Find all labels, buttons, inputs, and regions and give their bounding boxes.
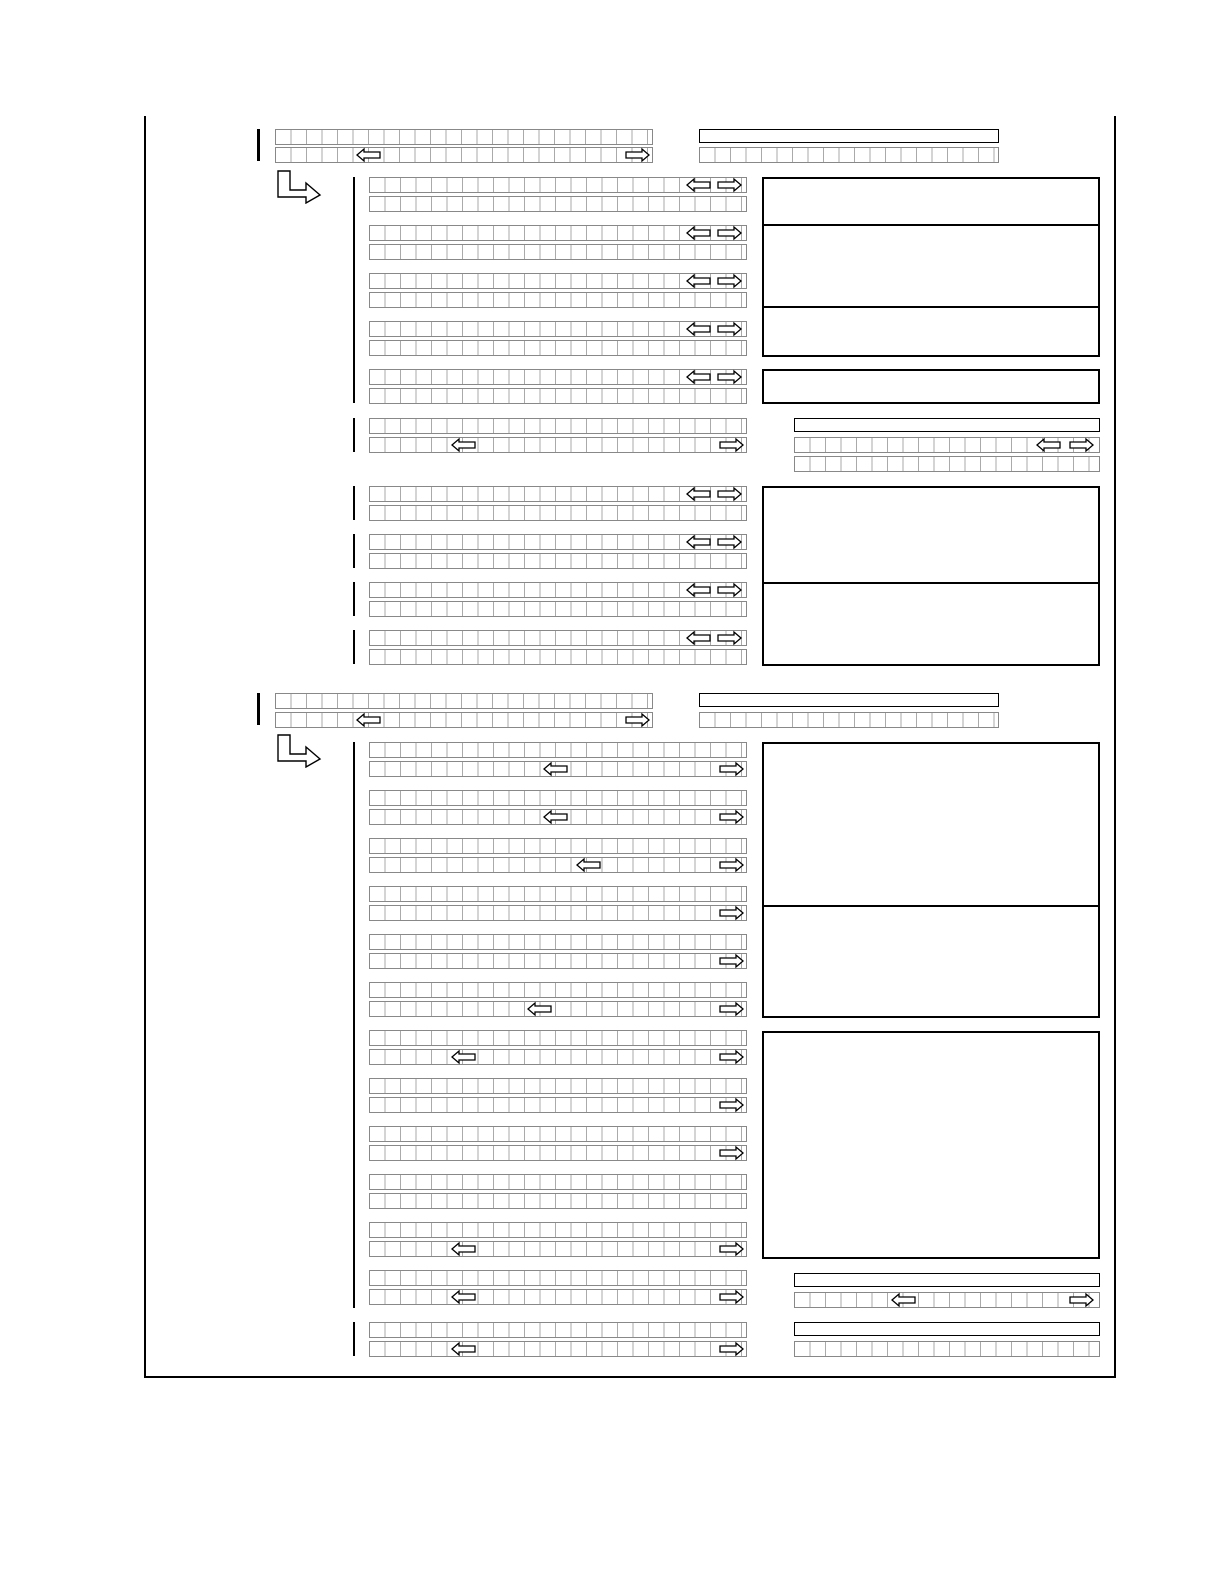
section-marker (353, 177, 355, 403)
section-marker (353, 486, 355, 520)
right-arrow-icon[interactable] (718, 905, 744, 921)
mid-field-a[interactable] (369, 418, 747, 434)
section2-field-8b[interactable] (369, 1097, 747, 1113)
notes-box-4 (762, 742, 1100, 1018)
right-arrow-icon[interactable] (718, 437, 744, 453)
right-arrow-icon[interactable] (716, 486, 742, 502)
section-marker (353, 582, 355, 616)
section2-field-6b[interactable] (369, 1001, 747, 1017)
header-field-1[interactable] (275, 129, 653, 145)
box-divider (762, 905, 1100, 907)
header2-field-2[interactable] (275, 712, 653, 728)
section-marker (257, 129, 260, 161)
left-arrow-icon[interactable] (686, 321, 712, 337)
header2-field-1[interactable] (275, 693, 653, 709)
right-arrow-icon[interactable] (718, 1001, 744, 1017)
left-arrow-icon[interactable] (527, 1001, 553, 1017)
box-divider (762, 306, 1100, 308)
section2-field-6a[interactable] (369, 982, 747, 998)
right-arrow-icon[interactable] (718, 1097, 744, 1113)
section2-field-11b[interactable] (369, 1241, 747, 1257)
left-arrow-icon[interactable] (451, 1049, 477, 1065)
block-c-field-1b[interactable] (369, 505, 747, 521)
right-arrow-icon[interactable] (716, 582, 742, 598)
elbow-arrow-icon (276, 170, 322, 204)
section2-field-4a[interactable] (369, 886, 747, 902)
block-c-field-2b[interactable] (369, 553, 747, 569)
left-arrow-icon[interactable] (686, 177, 712, 193)
right-arrow-icon[interactable] (718, 953, 744, 969)
left-arrow-icon[interactable] (686, 534, 712, 550)
block-c-field-4b[interactable] (369, 649, 747, 665)
right-arrow-icon[interactable] (718, 1241, 744, 1257)
left-arrow-icon[interactable] (451, 1289, 477, 1305)
section2-field-5b[interactable] (369, 953, 747, 969)
section2-field-1a[interactable] (369, 742, 747, 758)
right-arrow-icon[interactable] (716, 534, 742, 550)
last-field-b[interactable] (369, 1341, 747, 1357)
header2-solid-field[interactable] (699, 693, 999, 707)
elbow-arrow-icon (276, 734, 322, 768)
section2-field-3a[interactable] (369, 838, 747, 854)
left-arrow-icon[interactable] (686, 486, 712, 502)
right-arrow-icon[interactable] (718, 1145, 744, 1161)
row-field-3b[interactable] (369, 292, 747, 308)
left-arrow-icon[interactable] (576, 857, 602, 873)
header-solid-field[interactable] (699, 129, 999, 143)
right-arrow-icon[interactable] (718, 1341, 744, 1357)
section-marker (257, 693, 260, 725)
left-arrow-icon[interactable] (451, 1341, 477, 1357)
section2-field-7b[interactable] (369, 1049, 747, 1065)
section2-field-10a[interactable] (369, 1174, 747, 1190)
section2-field-10b[interactable] (369, 1193, 747, 1209)
right-arrow-icon[interactable] (1068, 437, 1094, 453)
notes-box-2 (762, 369, 1100, 404)
section-marker (353, 1322, 355, 1356)
right-arrow-icon[interactable] (718, 1049, 744, 1065)
mid-field-d[interactable] (794, 456, 1100, 472)
right-arrow-icon[interactable] (624, 712, 650, 728)
notes-box-1 (762, 177, 1100, 357)
right-arrow-icon[interactable] (716, 273, 742, 289)
bottom-field-2[interactable] (794, 1341, 1100, 1357)
section-marker (353, 630, 355, 664)
bottom-solid-field-2[interactable] (794, 1322, 1100, 1336)
left-arrow-icon[interactable] (543, 761, 569, 777)
notes-box-5 (762, 1031, 1100, 1259)
last-field-a[interactable] (369, 1322, 747, 1338)
header2-field-3[interactable] (699, 712, 999, 728)
right-arrow-icon[interactable] (716, 369, 742, 385)
section2-field-9b[interactable] (369, 1145, 747, 1161)
left-arrow-icon[interactable] (686, 273, 712, 289)
left-arrow-icon[interactable] (356, 712, 382, 728)
left-arrow-icon[interactable] (686, 582, 712, 598)
section2-field-5a[interactable] (369, 934, 747, 950)
section2-field-12a[interactable] (369, 1270, 747, 1286)
box-divider (762, 224, 1100, 226)
section-marker (353, 418, 355, 452)
notes-box-3 (762, 486, 1100, 666)
left-arrow-icon[interactable] (686, 369, 712, 385)
left-arrow-icon[interactable] (1036, 437, 1062, 453)
row-field-5b[interactable] (369, 388, 747, 404)
left-arrow-icon[interactable] (543, 809, 569, 825)
right-arrow-icon[interactable] (716, 630, 742, 646)
left-arrow-icon[interactable] (451, 437, 477, 453)
section2-field-3b[interactable] (369, 857, 747, 873)
left-arrow-icon[interactable] (891, 1292, 917, 1308)
block-c-field-3b[interactable] (369, 601, 747, 617)
section2-field-8a[interactable] (369, 1078, 747, 1094)
right-arrow-icon[interactable] (716, 225, 742, 241)
section2-field-12b[interactable] (369, 1289, 747, 1305)
left-arrow-icon[interactable] (686, 630, 712, 646)
right-arrow-icon[interactable] (718, 761, 744, 777)
right-arrow-icon[interactable] (718, 1289, 744, 1305)
box-divider (762, 582, 1100, 584)
section2-field-4b[interactable] (369, 905, 747, 921)
left-arrow-icon[interactable] (451, 1241, 477, 1257)
row-field-1b[interactable] (369, 196, 747, 212)
section2-field-2a[interactable] (369, 790, 747, 806)
section2-field-9a[interactable] (369, 1126, 747, 1142)
header-field-2[interactable] (275, 147, 653, 163)
left-arrow-icon[interactable] (356, 147, 382, 163)
section2-field-7a[interactable] (369, 1030, 747, 1046)
mid-solid-field[interactable] (794, 418, 1100, 432)
section-marker (353, 742, 355, 1308)
right-arrow-icon[interactable] (718, 857, 744, 873)
header-field-3[interactable] (699, 147, 999, 163)
right-arrow-icon[interactable] (624, 147, 650, 163)
bottom-field-1[interactable] (794, 1292, 1100, 1308)
right-arrow-icon[interactable] (1068, 1292, 1094, 1308)
row-field-4b[interactable] (369, 340, 747, 356)
right-arrow-icon[interactable] (716, 321, 742, 337)
row-field-2b[interactable] (369, 244, 747, 260)
bottom-solid-field-1[interactable] (794, 1273, 1100, 1287)
mid-field-b[interactable] (369, 437, 747, 453)
right-arrow-icon[interactable] (716, 177, 742, 193)
right-arrow-icon[interactable] (718, 809, 744, 825)
section-marker (353, 534, 355, 568)
left-arrow-icon[interactable] (686, 225, 712, 241)
section2-field-11a[interactable] (369, 1222, 747, 1238)
